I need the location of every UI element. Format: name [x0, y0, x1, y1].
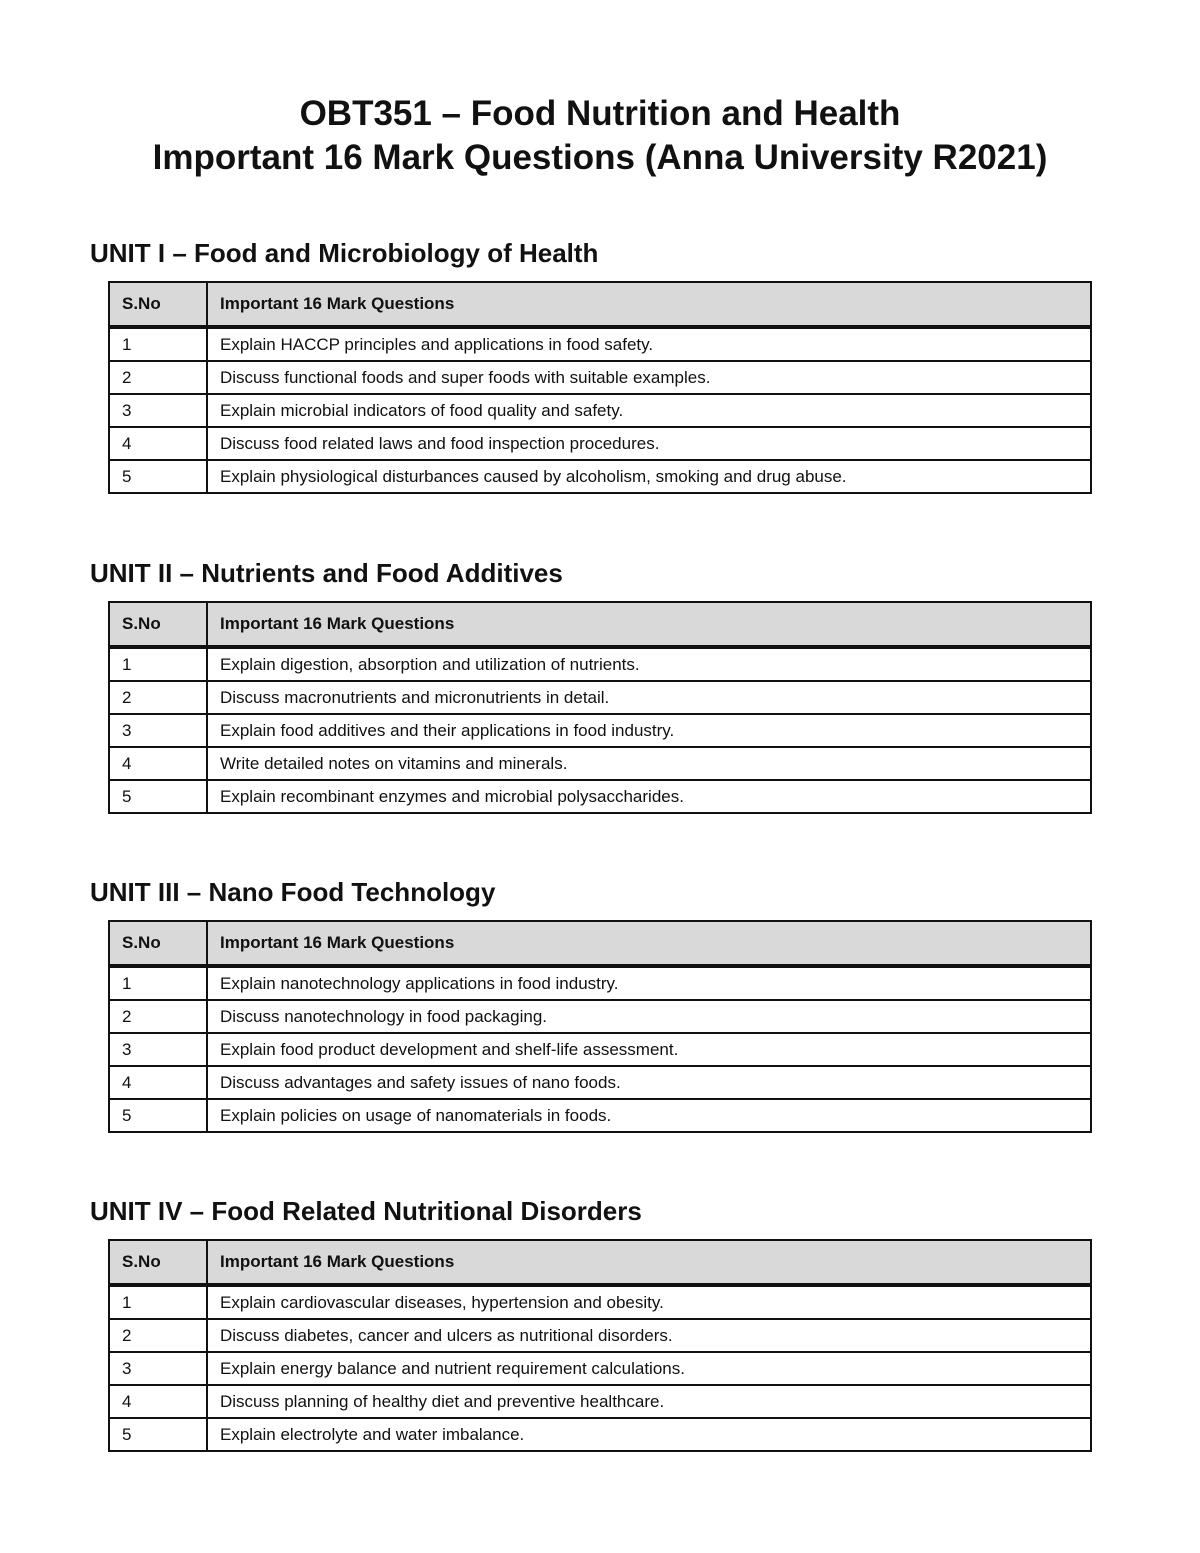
cell-question: Discuss nanotechnology in food packaging. — [207, 1000, 1091, 1033]
cell-sno: 2 — [109, 1000, 207, 1033]
cell-sno: 1 — [109, 327, 207, 361]
cell-question: Discuss functional foods and super foods with suitable examples. — [207, 361, 1091, 394]
table-row — [109, 747, 1091, 780]
unit-heading: UNIT III – Nano Food Technology — [90, 877, 496, 907]
table-row — [109, 394, 1091, 427]
cell-question: Explain recombinant enzymes and microbial polysaccharides. — [207, 780, 1091, 813]
table-row — [109, 1385, 1091, 1418]
cell-sno: 1 — [109, 647, 207, 681]
cell-sno: 4 — [109, 1066, 207, 1099]
cell-sno: 2 — [109, 361, 207, 394]
cell-question: Explain food additives and their applications in food industry. — [207, 714, 1091, 747]
table-row — [109, 1099, 1091, 1132]
cell-question: Explain nanotechnology applications in food industry. — [207, 966, 1091, 1000]
unit-3-section — [90, 877, 1092, 1125]
table-row — [109, 460, 1091, 493]
cell-question: Discuss food related laws and food inspection procedures. — [207, 427, 1091, 460]
table-row — [109, 1033, 1091, 1066]
cell-sno: 3 — [109, 1352, 207, 1385]
unit-heading: UNIT IV – Food Related Nutritional Disorders — [90, 1196, 642, 1226]
title-line-2: Important 16 Mark Questions (Anna University R2021) — [152, 138, 1048, 177]
column-header-question: Important 16 Mark Questions — [207, 602, 1091, 647]
cell-question: Explain energy balance and nutrient requirement calculations. — [207, 1352, 1091, 1385]
cell-sno: 1 — [109, 966, 207, 1000]
unit-4-section — [90, 1196, 1092, 1444]
column-header-question: Important 16 Mark Questions — [207, 1240, 1091, 1285]
column-header-sno: S.No — [109, 602, 207, 647]
table-row — [109, 966, 1091, 1000]
cell-question: Explain microbial indicators of food quality and safety. — [207, 394, 1091, 427]
cell-question: Explain digestion, absorption and utilization of nutrients. — [207, 647, 1091, 681]
table-row — [109, 1319, 1091, 1352]
cell-question: Explain physiological disturbances caused by alcoholism, smoking and drug abuse. — [207, 460, 1091, 493]
cell-sno: 2 — [109, 1319, 207, 1352]
column-header-sno: S.No — [109, 282, 207, 327]
table-row — [109, 714, 1091, 747]
table-row — [109, 1285, 1091, 1319]
cell-sno: 3 — [109, 1033, 207, 1066]
cell-question: Write detailed notes on vitamins and minerals. — [207, 747, 1091, 780]
cell-sno: 4 — [109, 1385, 207, 1418]
table-header-row — [109, 602, 1091, 647]
cell-sno: 4 — [109, 747, 207, 780]
cell-sno: 5 — [109, 1099, 207, 1132]
cell-sno: 2 — [109, 681, 207, 714]
table-header-row — [109, 1240, 1091, 1285]
document-title — [0, 92, 1200, 180]
table-row — [109, 427, 1091, 460]
column-header-question: Important 16 Mark Questions — [207, 921, 1091, 966]
cell-question: Explain cardiovascular diseases, hypertension and obesity. — [207, 1285, 1091, 1319]
cell-sno: 3 — [109, 394, 207, 427]
cell-sno: 1 — [109, 1285, 207, 1319]
cell-sno: 5 — [109, 1418, 207, 1451]
table-row — [109, 327, 1091, 361]
cell-sno: 5 — [109, 780, 207, 813]
cell-question: Discuss diabetes, cancer and ulcers as nutritional disorders. — [207, 1319, 1091, 1352]
cell-sno: 4 — [109, 427, 207, 460]
unit-heading: UNIT I – Food and Microbiology of Health — [90, 238, 599, 268]
cell-sno: 5 — [109, 460, 207, 493]
cell-sno: 3 — [109, 714, 207, 747]
table-row — [109, 1352, 1091, 1385]
questions-table — [108, 920, 1092, 1133]
column-header-sno: S.No — [109, 1240, 207, 1285]
unit-1-section — [90, 238, 1092, 486]
unit-heading: UNIT II – Nutrients and Food Additives — [90, 558, 563, 588]
column-header-sno: S.No — [109, 921, 207, 966]
column-header-question: Important 16 Mark Questions — [207, 282, 1091, 327]
cell-question: Explain food product development and shelf-life assessment. — [207, 1033, 1091, 1066]
table-row — [109, 361, 1091, 394]
table-row — [109, 681, 1091, 714]
title-line-1: OBT351 – Food Nutrition and Health — [299, 94, 901, 133]
cell-question: Discuss planning of healthy diet and preventive healthcare. — [207, 1385, 1091, 1418]
cell-question: Explain electrolyte and water imbalance. — [207, 1418, 1091, 1451]
table-header-row — [109, 921, 1091, 966]
table-row — [109, 1066, 1091, 1099]
questions-table — [108, 1239, 1092, 1452]
table-row — [109, 1000, 1091, 1033]
cell-question: Discuss macronutrients and micronutrients in detail. — [207, 681, 1091, 714]
table-row — [109, 647, 1091, 681]
cell-question: Discuss advantages and safety issues of nano foods. — [207, 1066, 1091, 1099]
questions-table — [108, 601, 1092, 814]
unit-2-section — [90, 558, 1092, 806]
table-row — [109, 780, 1091, 813]
questions-table — [108, 281, 1092, 494]
cell-question: Explain HACCP principles and applications in food safety. — [207, 327, 1091, 361]
table-header-row — [109, 282, 1091, 327]
table-row — [109, 1418, 1091, 1451]
cell-question: Explain policies on usage of nanomaterials in foods. — [207, 1099, 1091, 1132]
